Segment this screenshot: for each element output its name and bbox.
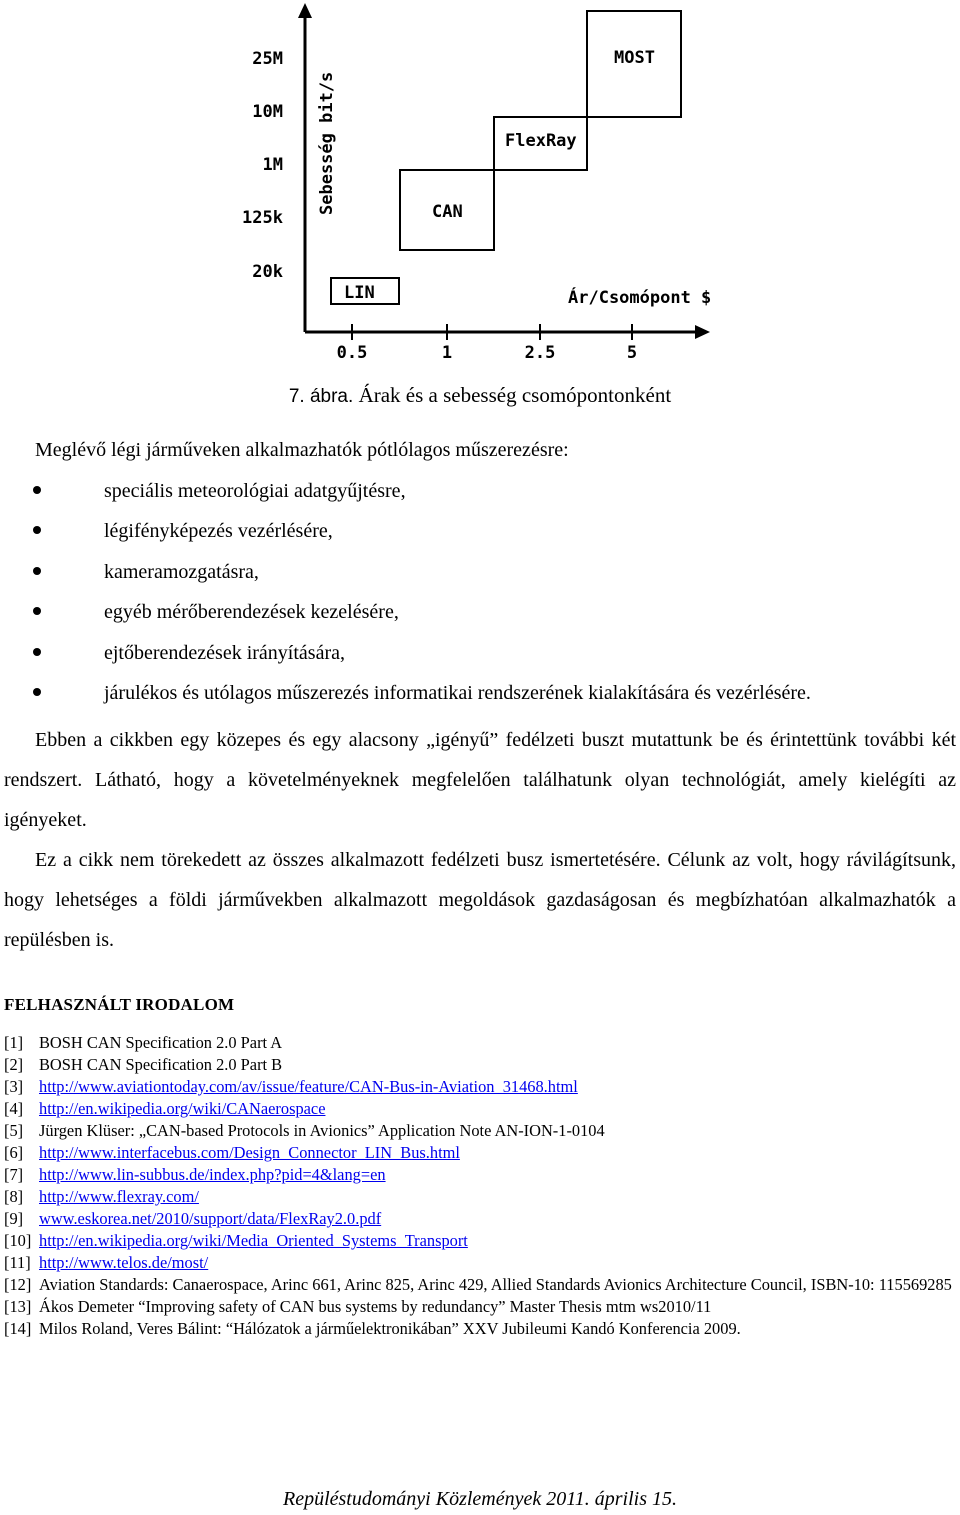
reference-item: [5] Jürgen Klüser: „CAN-based Protocols in Avionics” Application Note AN-ION-1-0104 <box>4 1121 605 1140</box>
list-item: légifényképezés vezérlésére, <box>0 517 960 557</box>
reference-item: [12] Aviation Standards: Canaerospace, Arinc 661, Arinc 825, Arinc 429, Allied Standards Avionics Architecture Council, ISBN-10: 115569285 <box>4 1275 952 1294</box>
reference-link[interactable]: http://www.interfacebus.com/Design_Connector_LIN_Bus.html <box>39 1143 460 1162</box>
reference-item: [6] http://www.interfacebus.com/Design_Connector_LIN_Bus.html <box>4 1143 460 1162</box>
list-item: ejtőberendezések irányítására, <box>0 639 960 679</box>
reference-item: [9] www.eskorea.net/2010/support/data/FlexRay2.0.pdf <box>4 1209 382 1228</box>
reference-item: [14] Milos Roland, Veres Bálint: “Hálózatok a járműelektronikában” XXV Jubileumi Kandó Konferencia 2009. <box>4 1319 741 1338</box>
most-label: MOST <box>614 48 655 68</box>
figure-caption <box>0 383 960 408</box>
y-axis-title: Sebesség bit/s <box>317 71 337 215</box>
y-label: 1M <box>262 155 283 175</box>
paragraph: Ez a cikk nem törekedett az összes alkalmazott fedélzeti busz ismertetésére. Célunk az volt, hogy rávilágítsunk, hogy lehetséges a földi járművekben alkalmazott megoldások gazdaságosan és megbízhatóan alkalmazhatók a repülésben is. <box>4 849 956 951</box>
list-item: egyéb mérőberendezések kezelésére, <box>0 598 960 638</box>
y-label: 20k <box>252 262 283 282</box>
paragraph: Ebben a cikkben egy közepes és egy alacsony „igényű” fedélzeti buszt mutattunk be és érintettünk további két rendszert. Látható, hogy a követelményeknek megfelelően találhatunk olyan technológiát, amely kielégíti az igényeket. <box>4 729 956 831</box>
x-label: 1 <box>441 343 453 363</box>
bullet-icon <box>33 486 41 494</box>
list-item: járulékos és utólagos műszerezés informatikai rendszerének kialakítására és vezérlésére. <box>0 679 960 719</box>
bullet-list <box>0 477 960 719</box>
references-heading: FELHASZNÁLT IRODALOM <box>4 995 235 1014</box>
reference-link[interactable]: www.eskorea.net/2010/support/data/FlexRay2.0.pdf <box>39 1209 382 1228</box>
intro-text: Meglévő légi járműveken alkalmazhatók pótlólagos műszerezésre: <box>35 439 569 461</box>
reference-link[interactable]: http://www.lin-subbus.de/index.php?pid=4&lang=en <box>39 1165 386 1184</box>
bullet-icon <box>33 648 41 656</box>
bullet-icon <box>33 526 41 534</box>
x-label: 0.5 <box>336 343 368 363</box>
reference-link[interactable]: http://www.flexray.com/ <box>39 1187 199 1206</box>
reference-item: [4] http://en.wikipedia.org/wiki/CANaerospace <box>4 1099 326 1118</box>
reference-item: [1] BOSH CAN Specification 2.0 Part A <box>4 1033 283 1052</box>
references-list <box>4 1032 960 1340</box>
y-label: 25M <box>252 49 283 69</box>
reference-item: [8] http://www.flexray.com/ <box>4 1187 199 1206</box>
reference-link[interactable]: http://en.wikipedia.org/wiki/CANaerospace <box>39 1099 326 1118</box>
reference-item: [3] http://www.aviationtoday.com/av/issue/feature/CAN-Bus-in-Aviation_31468.html <box>4 1077 578 1096</box>
caption-label: 7. ábra. <box>288 386 354 407</box>
x-label: 5 <box>626 343 638 363</box>
reference-item: [2] BOSH CAN Specification 2.0 Part B <box>4 1055 283 1074</box>
speed-price-diagram <box>0 0 960 375</box>
reference-item: [10] http://en.wikipedia.org/wiki/Media_Oriented_Systems_Transport <box>4 1231 468 1250</box>
x-axis-title: Ár/Csomópont $ <box>568 288 712 308</box>
lin-label: LIN <box>344 283 375 303</box>
y-label: 10M <box>252 102 283 122</box>
reference-link[interactable]: http://en.wikipedia.org/wiki/Media_Oriented_Systems_Transport <box>39 1231 468 1250</box>
reference-item: [13] Ákos Demeter “Improving safety of CAN bus systems by redundancy” Master Thesis mtm ws2010/11 <box>4 1297 712 1316</box>
y-axis-arrow <box>298 3 312 18</box>
x-label: 2.5 <box>524 343 556 363</box>
list-item: kameramozgatásra, <box>0 558 960 598</box>
bullet-icon <box>33 688 41 696</box>
can-label: CAN <box>432 202 463 222</box>
x-axis-arrow <box>695 325 710 339</box>
reference-item: [7] http://www.lin-subbus.de/index.php?pid=4&lang=en <box>4 1165 386 1184</box>
reference-link[interactable]: http://www.telos.de/most/ <box>39 1253 209 1272</box>
list-item: speciális meteorológiai adatgyűjtésre, <box>0 477 960 517</box>
y-label: 125k <box>242 208 283 228</box>
reference-item: [11] http://www.telos.de/most/ <box>4 1253 209 1272</box>
bullet-icon <box>33 567 41 575</box>
flexray-label: FlexRay <box>505 131 577 151</box>
caption-text: Árak és a sebesség csomópontonként <box>358 383 672 407</box>
bullet-icon <box>33 607 41 615</box>
page-footer: Repüléstudományi Közlemények 2011. április 15. <box>282 1488 677 1510</box>
reference-link[interactable]: http://www.aviationtoday.com/av/issue/feature/CAN-Bus-in-Aviation_31468.html <box>39 1077 578 1096</box>
